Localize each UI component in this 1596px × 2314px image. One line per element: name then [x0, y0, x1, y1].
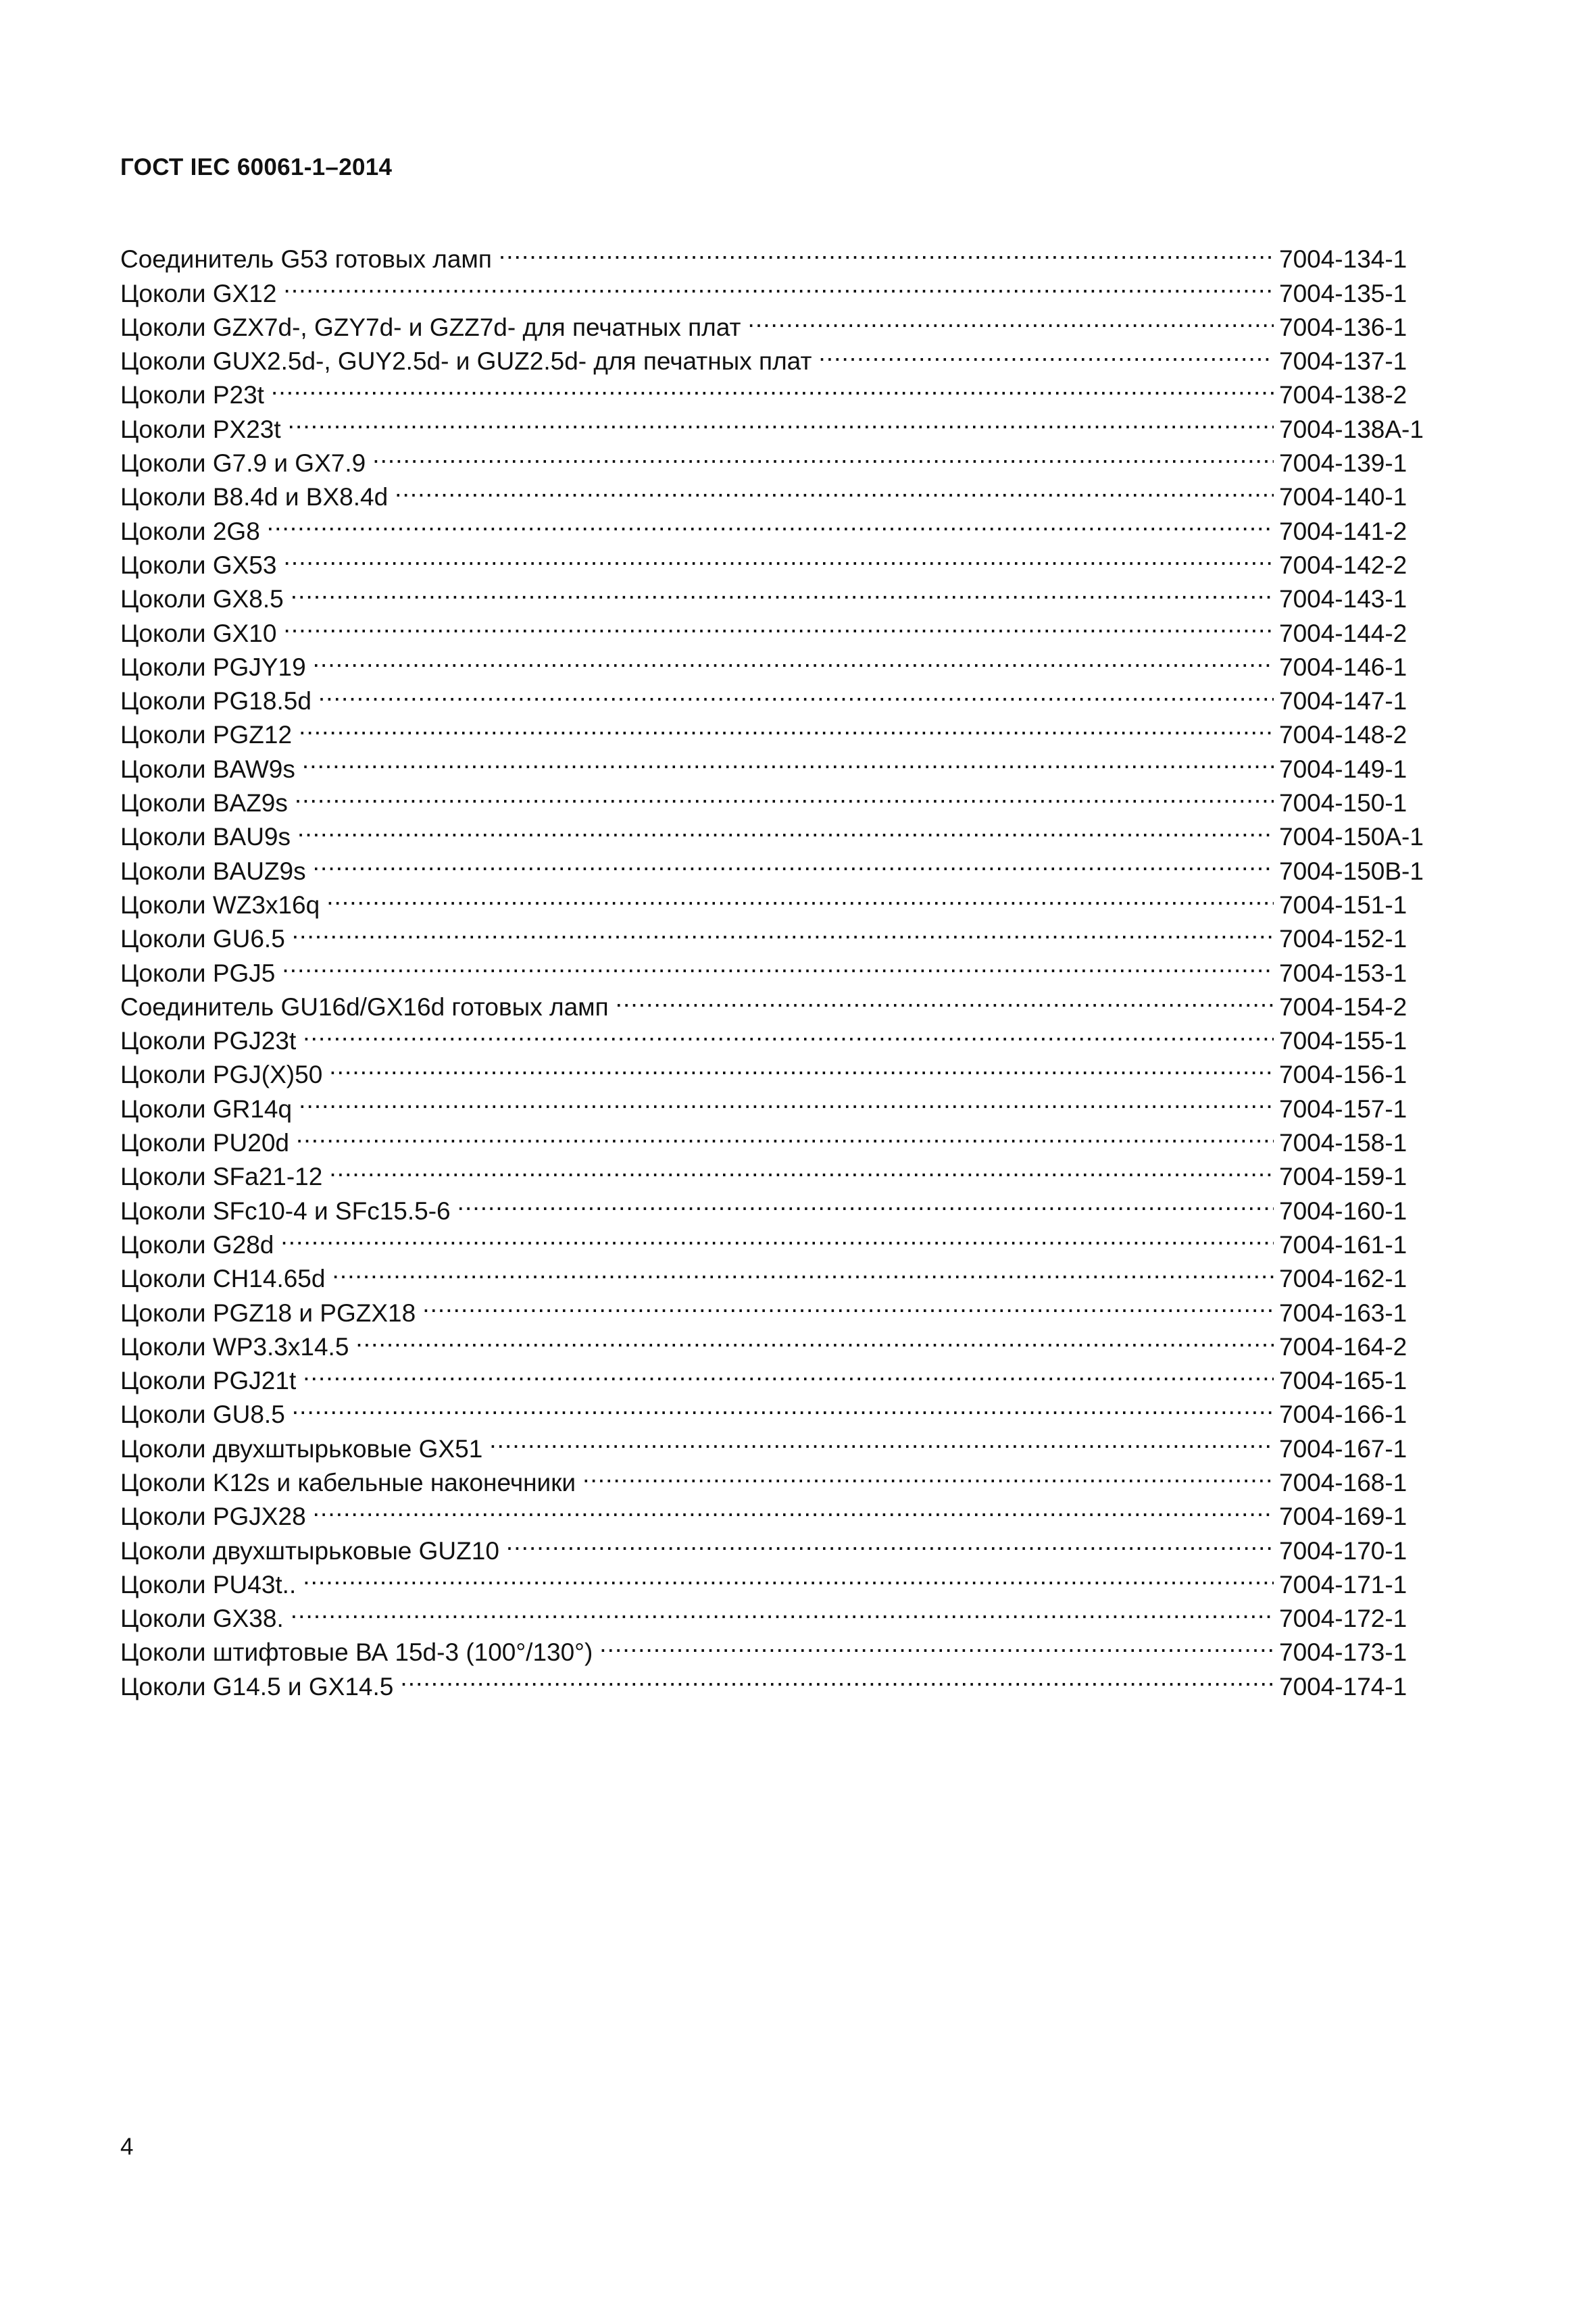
toc-dot-leader: [747, 302, 1274, 336]
toc-dot-leader: [292, 913, 1274, 947]
toc-entry-code: 7004-150A-1: [1279, 823, 1424, 851]
toc-entry-code: 7004-159-1: [1279, 1163, 1407, 1191]
toc-entry-title: Цоколи K12s и кабельные наконечники: [120, 1468, 576, 1496]
toc-entry-title: Цоколи GU8.5: [120, 1401, 285, 1429]
toc-dot-leader: [271, 370, 1274, 403]
toc-dot-leader: [457, 1185, 1274, 1219]
toc-entry: [120, 1355, 1441, 1395]
toc-dot-leader: [329, 1151, 1274, 1185]
toc-entry: [120, 370, 1441, 409]
toc-dot-leader: [395, 472, 1274, 505]
toc-entry-code: 7004-149-1: [1279, 755, 1407, 783]
toc-entry-code: 7004-139-1: [1279, 449, 1407, 478]
toc-entry-title: Цоколи SFa21-12: [120, 1163, 323, 1191]
toc-entry-code: 7004-164-2: [1279, 1332, 1407, 1361]
toc-dot-leader: [299, 709, 1274, 743]
toc-entry: [120, 947, 1441, 987]
toc-dot-leader: [332, 1253, 1274, 1287]
toc-dot-leader: [313, 1491, 1274, 1525]
toc-entry: [120, 845, 1441, 885]
toc-entry-code: 7004-160-1: [1279, 1197, 1407, 1225]
toc-dot-leader: [299, 1083, 1274, 1117]
toc-entry: [120, 234, 1441, 274]
toc-entry-title: Цоколи G28d: [120, 1230, 274, 1259]
toc-entry-title: Цоколи WP3.3x14.5: [120, 1332, 349, 1361]
toc-entry-title: Цоколи PU20d: [120, 1129, 289, 1157]
toc-dot-leader: [283, 607, 1274, 641]
toc-entry-title: Цоколи P23t: [120, 381, 264, 409]
document-header: ГОСТ IEC 60061-1–2014: [120, 154, 393, 180]
toc-entry: [120, 743, 1441, 783]
toc-dot-leader: [283, 268, 1274, 301]
toc-entry-title: Цоколи BAZ9s: [120, 789, 288, 818]
toc-dot-leader: [372, 438, 1274, 472]
toc-entry-title: Цоколи GU6.5: [120, 925, 285, 953]
toc-entry-code: 7004-172-1: [1279, 1605, 1407, 1633]
toc-entry-code: 7004-147-1: [1279, 687, 1407, 715]
toc-dot-leader: [818, 336, 1274, 370]
toc-entry-code: 7004-156-1: [1279, 1061, 1407, 1089]
toc-entry-title: Цоколи двухштырьковые GX51: [120, 1434, 483, 1463]
toc-dot-leader: [318, 676, 1274, 709]
page-number: 4: [120, 2134, 134, 2160]
toc-entry-code: 7004-151-1: [1279, 890, 1407, 919]
toc-entry-title: Цоколи B8.4d и BX8.4d: [120, 483, 389, 511]
toc-entry-title: Цоколи GX12: [120, 279, 277, 307]
toc-entry-code: 7004-146-1: [1279, 653, 1407, 681]
toc-entry-code: 7004-134-1: [1279, 245, 1407, 274]
toc-entry: [120, 302, 1441, 341]
toc-entry-code: 7004-170-1: [1279, 1536, 1407, 1565]
toc-entry: [120, 709, 1441, 749]
toc-entry-code: 7004-161-1: [1279, 1230, 1407, 1259]
toc-entry-title: Цоколи GUX2.5d-, GUY2.5d- и GUZ2.5d- для печатных плат: [120, 347, 812, 376]
toc-dot-leader: [355, 1322, 1274, 1355]
toc-entry-title: Цоколи PGJ21t: [120, 1367, 297, 1395]
toc-entry: [120, 1525, 1441, 1565]
toc-entry-title: Цоколи G14.5 и GX14.5: [120, 1672, 394, 1701]
toc-entry-code: 7004-138-2: [1279, 381, 1407, 409]
toc-entry-code: 7004-140-1: [1279, 483, 1407, 511]
toc-entry: [120, 574, 1441, 613]
toc-entry-title: Цоколи BAW9s: [120, 755, 295, 783]
toc-entry-title: Цоколи SFc10-4 и SFc15.5-6: [120, 1197, 451, 1225]
toc-dot-leader: [283, 540, 1274, 574]
toc-entry-code: 7004-171-1: [1279, 1570, 1407, 1599]
toc-entry-title: Цоколи BAU9s: [120, 823, 291, 851]
toc-entry: [120, 505, 1441, 545]
toc-entry-code: 7004-144-2: [1279, 619, 1407, 647]
toc-dot-leader: [288, 403, 1274, 437]
toc-entry: [120, 1253, 1441, 1293]
toc-dot-leader: [499, 234, 1274, 268]
toc-entry-code: 7004-137-1: [1279, 347, 1407, 376]
toc-entry: [120, 778, 1441, 818]
toc-dot-leader: [400, 1661, 1274, 1694]
toc-dot-leader: [422, 1287, 1274, 1321]
toc-entry: [120, 880, 1441, 919]
toc-entry-title: Цоколи PX23t: [120, 415, 281, 443]
toc-entry-title: Цоколи PGJ23t: [120, 1027, 297, 1055]
toc-entry-title: Цоколи GX10: [120, 619, 277, 647]
toc-entry: [120, 1559, 1441, 1599]
toc-entry-title: Цоколи PGZ12: [120, 721, 293, 749]
toc-dot-leader: [282, 947, 1274, 981]
toc-entry-title: Цоколи PGZ18 и PGZX18: [120, 1299, 416, 1327]
toc-dot-leader: [326, 880, 1274, 913]
toc-dot-leader: [295, 778, 1274, 811]
toc-entry: [120, 1151, 1441, 1191]
toc-entry-title: Цоколи WZ3x16q: [120, 890, 320, 919]
toc-entry-title: Соединитель GU16d/GX16d готовых ламп: [120, 992, 609, 1021]
toc-entry-code: 7004-150-1: [1279, 789, 1407, 818]
toc-entry: [120, 676, 1441, 715]
toc-dot-leader: [303, 1015, 1274, 1049]
toc-dot-leader: [267, 505, 1274, 539]
toc-dot-leader: [313, 642, 1274, 676]
toc-dot-leader: [280, 1219, 1274, 1253]
toc-entry: [120, 1219, 1441, 1259]
toc-entry-code: 7004-135-1: [1279, 279, 1407, 307]
toc-entry-title: Цоколи GX8.5: [120, 585, 284, 613]
toc-entry: [120, 268, 1441, 307]
toc-entry: [120, 1423, 1441, 1463]
toc-entry-title: Цоколи PGJX28: [120, 1503, 306, 1531]
toc-entry-title: Цоколи GR14q: [120, 1095, 293, 1123]
toc-entry-title: Цоколи двухштырьковые GUZ10: [120, 1536, 499, 1565]
toc-entry-title: Цоколи GX53: [120, 551, 277, 579]
toc-entry: [120, 540, 1441, 579]
toc-entry: [120, 403, 1441, 443]
toc-entry-code: 7004-142-2: [1279, 551, 1407, 579]
toc-entry-code: 7004-150B-1: [1279, 857, 1424, 885]
table-of-contents: [120, 234, 1441, 1701]
toc-entry-code: 7004-152-1: [1279, 925, 1407, 953]
toc-dot-leader: [599, 1627, 1274, 1661]
toc-dot-leader: [329, 1049, 1274, 1083]
toc-entry-title: Цоколи CH14.65d: [120, 1265, 326, 1293]
toc-entry-title: Цоколи PU43t..: [120, 1570, 297, 1599]
toc-dot-leader: [296, 1117, 1274, 1151]
toc-entry-title: Цоколи 2G8: [120, 517, 260, 545]
toc-entry-title: Цоколи GZX7d-, GZY7d- и GZZ7d- для печатных плат: [120, 313, 741, 341]
toc-entry-title: Цоколи G7.9 и GX7.9: [120, 449, 366, 478]
toc-dot-leader: [291, 574, 1274, 607]
toc-entry-code: 7004-165-1: [1279, 1367, 1407, 1395]
toc-entry-code: 7004-141-2: [1279, 517, 1407, 545]
toc-entry-title: Цоколи BAUZ9s: [120, 857, 306, 885]
toc-entry-title: Цоколи PGJ(X)50: [120, 1061, 323, 1089]
toc-dot-leader: [302, 743, 1274, 777]
toc-entry-code: 7004-158-1: [1279, 1129, 1407, 1157]
toc-entry: [120, 982, 1441, 1021]
toc-entry-code: 7004-163-1: [1279, 1299, 1407, 1327]
toc-dot-leader: [616, 982, 1274, 1015]
toc-entry: [120, 1015, 1441, 1055]
toc-dot-leader: [489, 1423, 1274, 1457]
toc-entry-title: Цоколи PG18.5d: [120, 687, 311, 715]
toc-entry-code: 7004-157-1: [1279, 1095, 1407, 1123]
toc-entry: [120, 811, 1441, 851]
toc-entry-title: Цоколи штифтовые ВА 15d-3 (100°/130°): [120, 1638, 593, 1667]
toc-entry: [120, 1083, 1441, 1123]
toc-entry-code: 7004-167-1: [1279, 1434, 1407, 1463]
toc-dot-leader: [506, 1525, 1274, 1559]
toc-entry-code: 7004-174-1: [1279, 1672, 1407, 1701]
toc-dot-leader: [291, 1593, 1274, 1627]
toc-dot-leader: [292, 1389, 1274, 1423]
toc-entry-code: 7004-169-1: [1279, 1503, 1407, 1531]
toc-entry-code: 7004-166-1: [1279, 1401, 1407, 1429]
toc-dot-leader: [297, 811, 1274, 845]
toc-entry-code: 7004-143-1: [1279, 585, 1407, 613]
toc-entry-code: 7004-138A-1: [1279, 415, 1424, 443]
toc-entry-code: 7004-168-1: [1279, 1468, 1407, 1496]
toc-dot-leader: [313, 845, 1274, 879]
toc-entry-code: 7004-162-1: [1279, 1265, 1407, 1293]
toc-entry-code: 7004-136-1: [1279, 313, 1407, 341]
toc-entry: [120, 1049, 1441, 1089]
toc-dot-leader: [303, 1355, 1274, 1389]
toc-entry-title: Цоколи GX38.: [120, 1605, 284, 1633]
toc-entry: [120, 1389, 1441, 1429]
toc-entry-title: Цоколи PGJY19: [120, 653, 306, 681]
toc-entry: [120, 1491, 1441, 1531]
toc-entry-code: 7004-173-1: [1279, 1638, 1407, 1667]
toc-entry-code: 7004-148-2: [1279, 721, 1407, 749]
toc-entry: [120, 913, 1441, 953]
toc-entry: [120, 1627, 1441, 1667]
toc-dot-leader: [303, 1559, 1274, 1593]
toc-entry: [120, 1593, 1441, 1633]
toc-dot-leader: [582, 1457, 1274, 1491]
toc-entry: [120, 1117, 1441, 1157]
toc-entry-title: Соединитель G53 готовых ламп: [120, 245, 492, 274]
toc-entry-code: 7004-154-2: [1279, 992, 1407, 1021]
toc-entry: [120, 438, 1441, 478]
toc-entry: [120, 607, 1441, 647]
toc-entry-code: 7004-153-1: [1279, 959, 1407, 987]
toc-entry-title: Цоколи PGJ5: [120, 959, 276, 987]
toc-entry-code: 7004-155-1: [1279, 1027, 1407, 1055]
toc-entry: [120, 642, 1441, 681]
